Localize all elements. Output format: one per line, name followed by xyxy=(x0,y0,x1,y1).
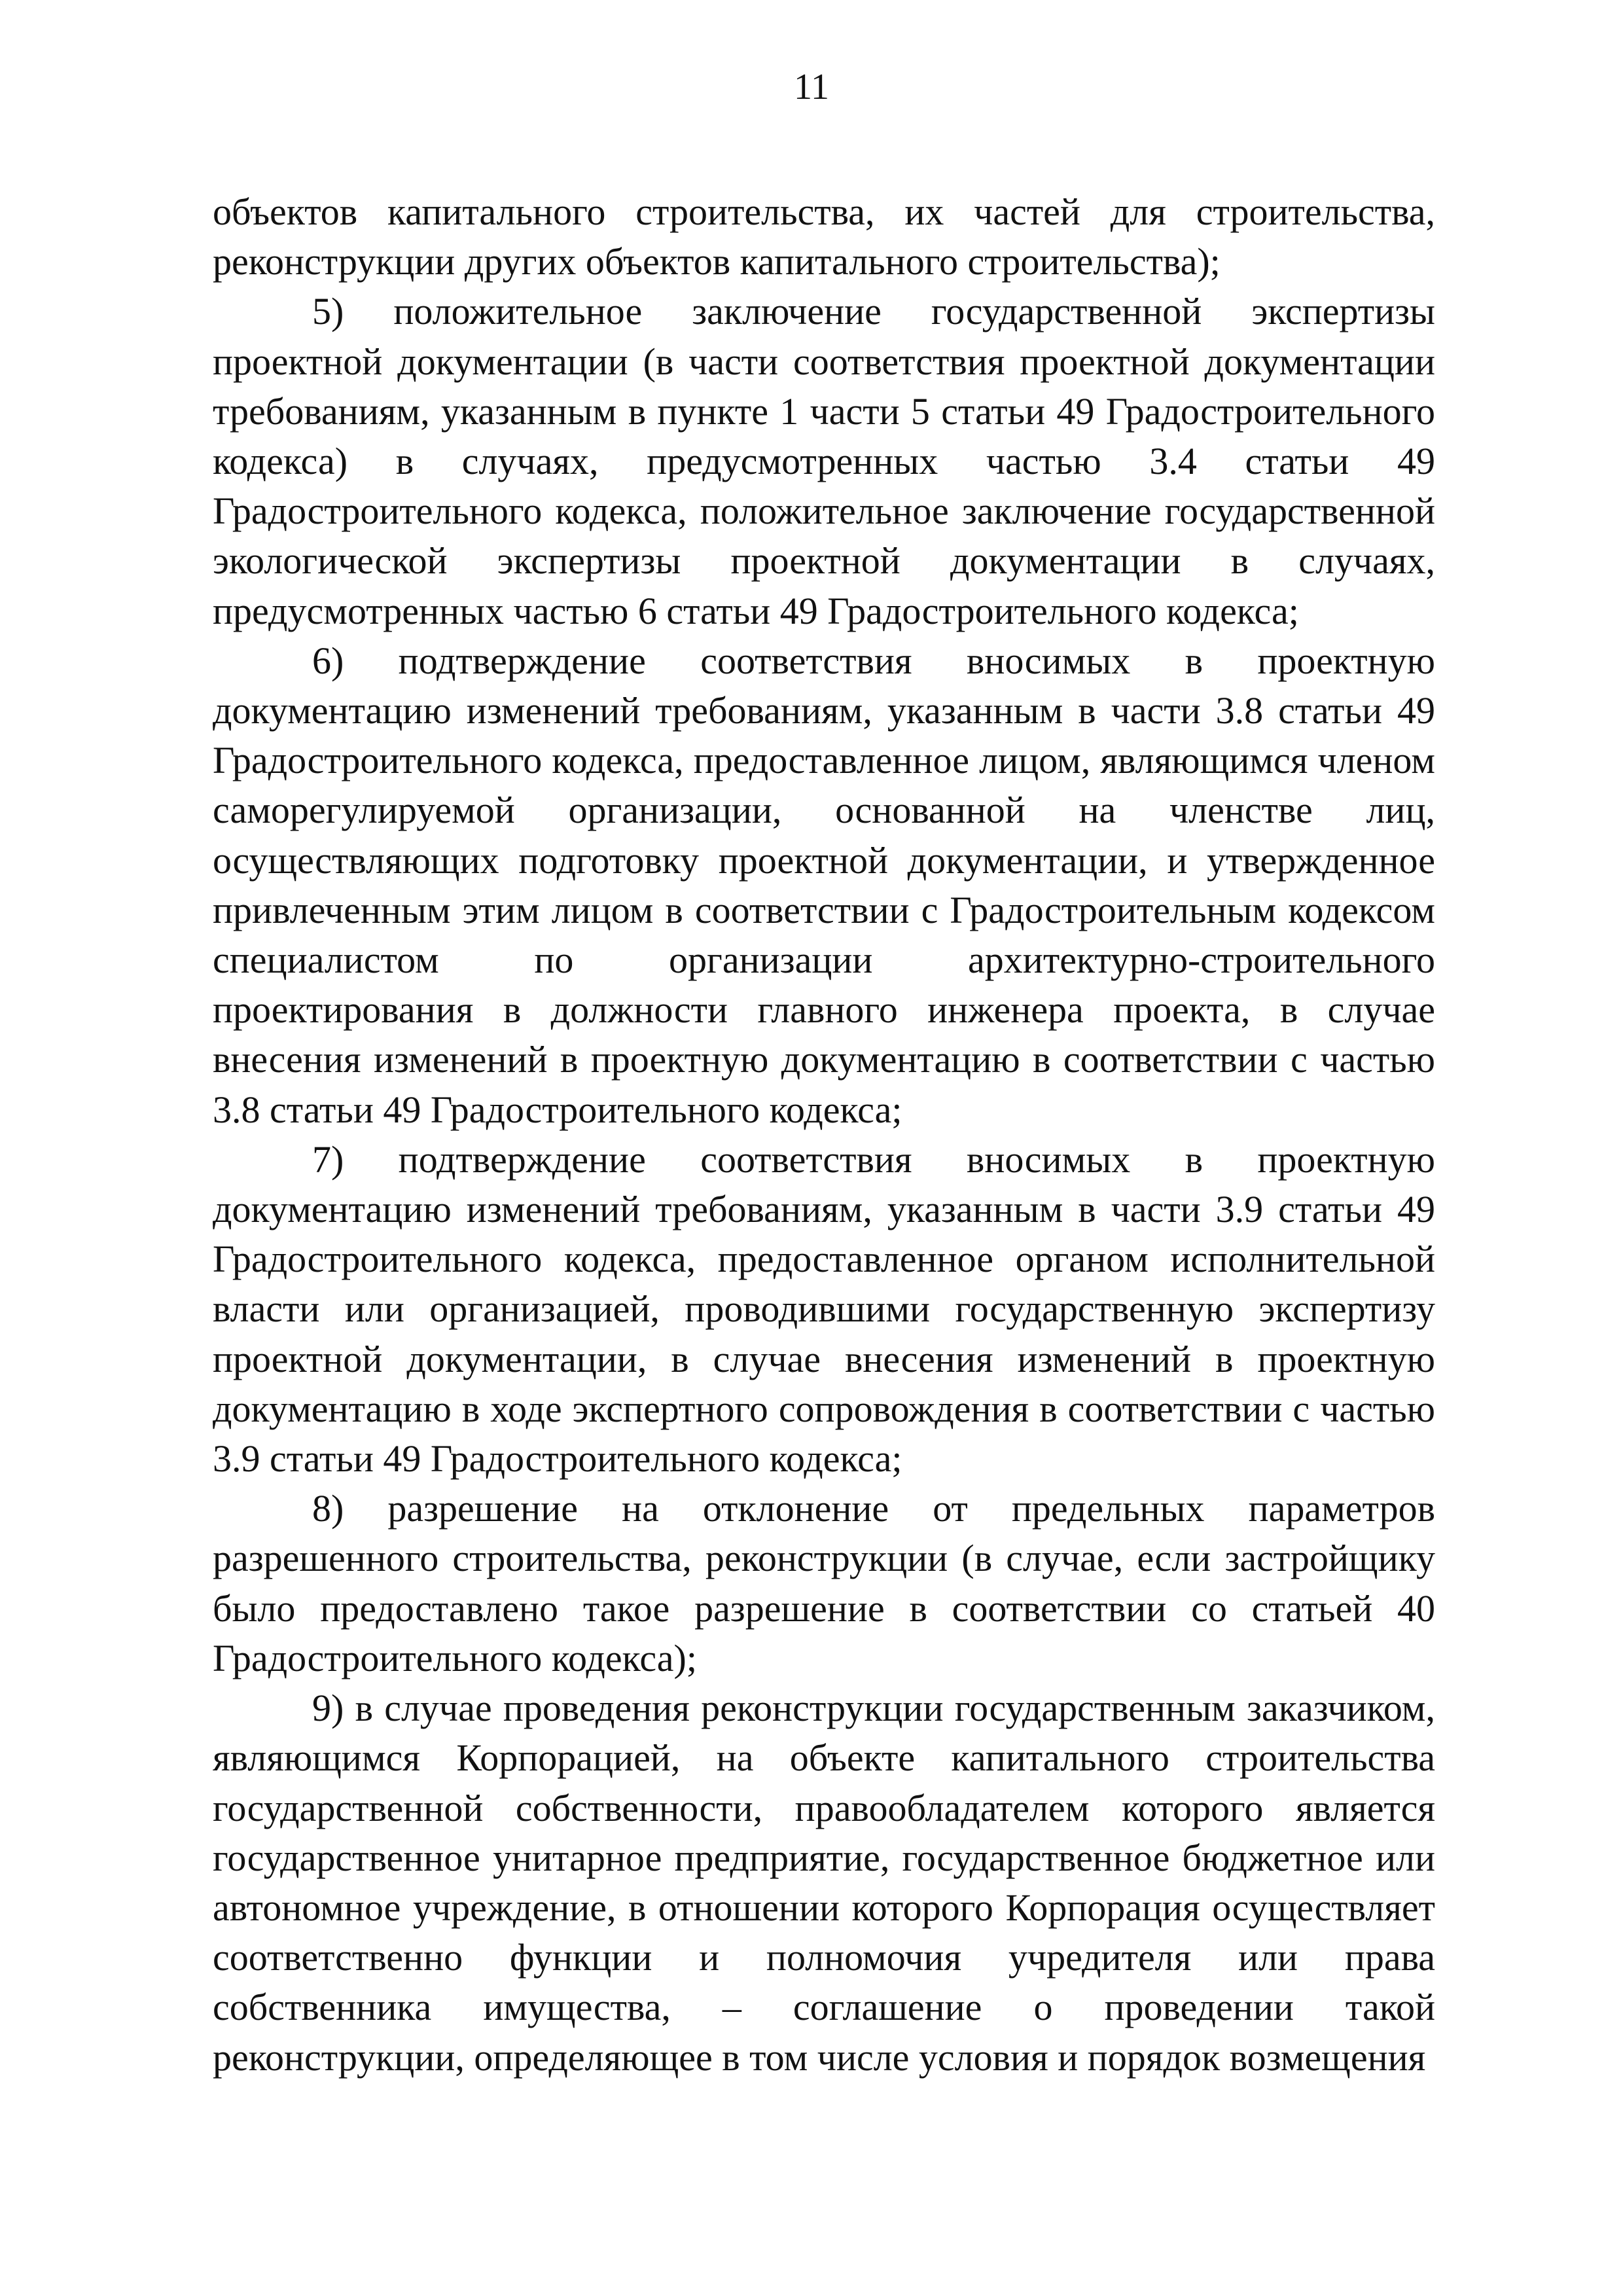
paragraph-item-5: 5) положительное заключение государственной экспертизы проектной документации (в части соответствия проектной документации требованиям, указанным в пункте 1 части 5 статьи 49 Градостроительного кодекса) в случаях, предусмотренных частью 3.4 статьи 49 Градостроительного кодекса, положительное заключение государственной экологической экспертизы проектной документации в случаях, предусмотренных частью 6 статьи 49 Градостроительного кодекса; xyxy=(213,290,1435,632)
paragraph-item-6: 6) подтверждение соответствия вносимых в проектную документацию изменений требованиям, указанным в части 3.8 статьи 49 Градостроительного кодекса, предоставленное лицом, являющимся членом саморегулируемой организации, основанной на членстве лиц, осуществляющих подготовку проектной документации, и утвержденное привлеченным этим лицом в соответствии с Градостроительным кодексом специалистом по организации архитектурно-строительного проектирования в должности главного инженера проекта, в случае внесения изменений в проектную документацию в соответствии с частью 3.8 статьи 49 Градостроительного кодекса; xyxy=(213,639,1435,1131)
paragraph-item-7: 7) подтверждение соответствия вносимых в проектную документацию изменений требованиям, указанным в части 3.9 статьи 49 Градостроительного кодекса, предоставленное органом исполнительной власти или организацией, проводившими государственную экспертизу проектной документации, в случае внесения изменений в проектную документацию в ходе экспертного сопровождения в соответствии с частью 3.9 статьи 49 Градостроительного кодекса; xyxy=(213,1138,1435,1480)
paragraph-item-9: 9) в случае проведения реконструкции государственным заказчиком, являющимся Корпорацией, на объекте капитального строительства государственной собственности, правообладателем которого является государственное унитарное предприятие, государственное бюджетное или автономное учреждение, в отношении которого Корпорация осуществляет соответственно функции и полномочия учредителя или права собственника имущества, – соглашение о проведении такой реконструкции, определяющее в том числе условия и порядок возмещения xyxy=(213,1687,1435,2079)
paragraph-item-8: 8) разрешение на отклонение от предельных параметров разрешенного строительства, реконструкции (в случае, если застройщику было предоставлено такое разрешение в соответствии со статьей 40 Градостроительного кодекса); xyxy=(213,1487,1435,1679)
paragraph-continuation: объектов капитального строительства, их частей для строительства, реконструкции других объектов капитального строительства); xyxy=(213,190,1435,283)
document-body xyxy=(213,187,1435,2083)
page-number: 11 xyxy=(794,67,829,107)
